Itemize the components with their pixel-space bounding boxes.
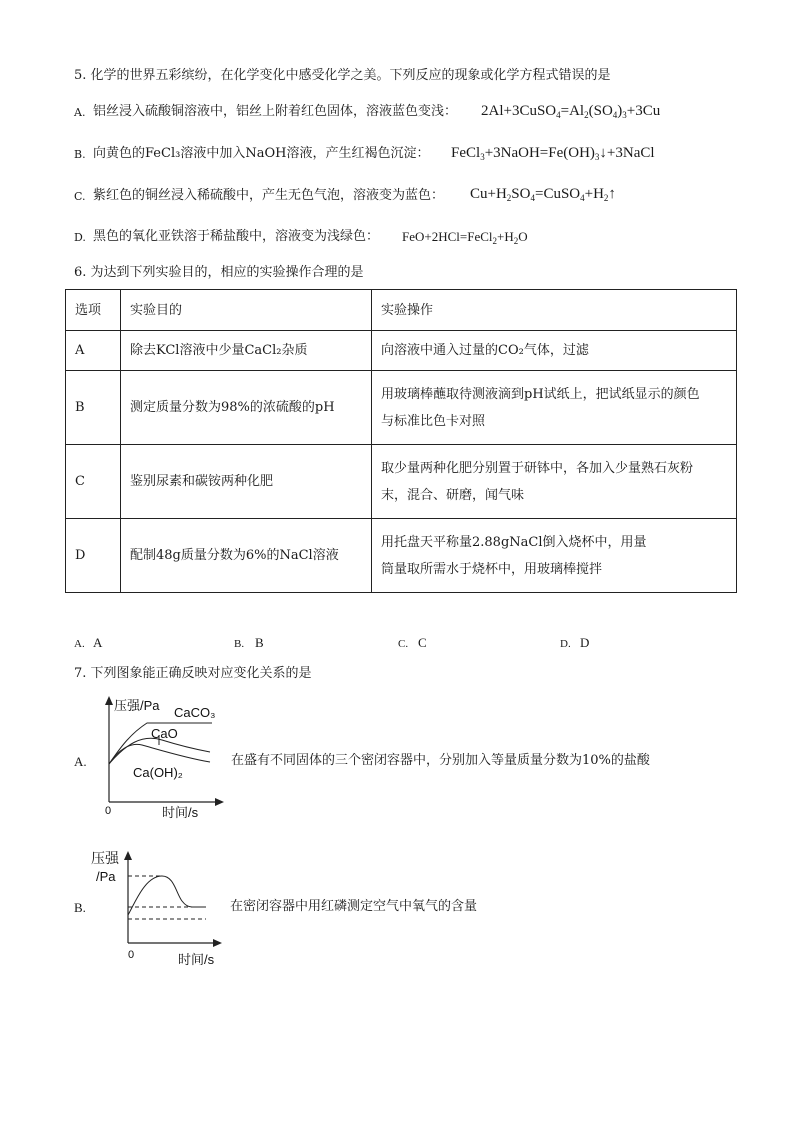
table-row	[66, 519, 737, 593]
origin-label: 0	[105, 805, 112, 817]
q6-table	[65, 289, 737, 593]
q7-option-a-text: 在盛有不同固体的三个密闭容器中，分别加入等量质量分数为10%的盐酸	[231, 753, 650, 768]
x-axis-label: 时间/s	[178, 952, 215, 967]
q6-choice-b-label: B.	[234, 638, 245, 650]
table-row	[66, 445, 737, 519]
x-axis-arrow	[215, 798, 224, 806]
q7-graph-b	[90, 843, 230, 968]
curve-caoh2	[109, 744, 210, 764]
x-axis-label: 时间/s	[162, 805, 199, 820]
row-operation: 向溶液中通入过量的CO₂气体，过滤	[372, 331, 737, 371]
row-purpose: 测定质量分数为98%的浓硫酸的pH	[121, 371, 372, 445]
q5-option-a-equation: $2Al+3CuSO_4=Al_2(SO_4)_3+3Cu$	[481, 103, 661, 120]
row-option: D	[66, 519, 121, 593]
header-option: 选项	[66, 290, 121, 331]
q6-choice-c-label: C.	[398, 638, 409, 650]
q7-graph-a	[90, 690, 230, 825]
header-purpose: 实验目的	[121, 290, 372, 331]
q5-option-a-label: A.	[74, 106, 86, 119]
q6-choice-a: A	[93, 635, 103, 650]
row-purpose: 配制48g质量分数为6%的NaCl溶液	[121, 519, 372, 593]
y-axis-arrow	[105, 696, 113, 705]
q6-choice-a-label: A.	[74, 638, 85, 650]
table-header-row	[66, 290, 737, 331]
y-axis-label: 压强/Pa	[114, 698, 160, 713]
q5-stem: 5. 化学的世界五彩缤纷，在化学变化中感受化学之美。下列反应的现象或化学方程式错误的是	[74, 68, 611, 83]
q5-option-c-equation: $Cu+H_2SO_4=CuSO_4+H_2↑$	[470, 186, 616, 203]
q5-option-c-text: 紫红色的铜丝浸入稀硫酸中，产生无色气泡，溶液变为蓝色：	[93, 188, 445, 203]
pressure-curve	[128, 876, 206, 915]
q7-option-a-label: A.	[74, 754, 87, 769]
series-label-caoh2: Ca(OH)₂	[133, 765, 183, 780]
row-option: C	[66, 445, 121, 519]
table-row	[66, 371, 737, 445]
q7-option-b-label: B.	[74, 900, 86, 915]
q5-option-a-text: 铝丝浸入硫酸铜溶液中，铝丝上附着红色固体，溶液蓝色变浅：	[93, 104, 458, 119]
x-axis-arrow	[213, 939, 222, 947]
q5-option-d-label: D.	[74, 231, 86, 244]
row-operation: 用玻璃棒蘸取待测液滴到pH试纸上，把试纸显示的颜色 与标准比色卡对照	[372, 371, 737, 445]
row-operation: 取少量两种化肥分别置于研钵中，各加入少量熟石灰粉 末，混合、研磨，闻气味	[372, 445, 737, 519]
q7-option-b-text: 在密闭容器中用红磷测定空气中氧气的含量	[230, 899, 478, 914]
q5-option-b-label: B.	[74, 148, 86, 161]
row-operation: 用托盘天平称量2.88gNaCl倒入烧杯中，用量 筒量取所需水于烧杯中，用玻璃棒搅拌	[372, 519, 737, 593]
series-label-caco3: CaCO₃	[174, 705, 216, 720]
y-axis-arrow	[124, 851, 132, 860]
q5-option-d-equation: $FeO+2HCl=FeCl_2+H_2O$	[402, 229, 528, 246]
q6-choice-d: D	[580, 635, 590, 650]
row-option: B	[66, 371, 121, 445]
q6-choice-c: C	[418, 635, 427, 650]
series-label-cao: CaO	[151, 726, 178, 741]
q6-choice-b: B	[255, 635, 264, 650]
q5-option-b-equation: $FeCl_3+3NaOH=Fe(OH)_3↓+3NaCl$	[451, 145, 655, 162]
q5-option-c-label: C.	[74, 190, 86, 203]
origin-label: 0	[128, 949, 135, 961]
table-row	[66, 331, 737, 371]
header-operation: 实验操作	[372, 290, 737, 331]
q6-stem: 6. 为达到下列实验目的，相应的实验操作合理的是	[74, 265, 364, 280]
q7-stem: 7. 下列图象能正确反映对应变化关系的是	[74, 666, 312, 681]
q6-choice-d-label: D.	[560, 638, 571, 650]
row-purpose: 鉴别尿素和碳铵两种化肥	[121, 445, 372, 519]
y-axis-label-2: /Pa	[96, 869, 116, 884]
q5-option-d-text: 黑色的氧化亚铁溶于稀盐酸中，溶液变为浅绿色：	[93, 229, 380, 244]
row-option: A	[66, 331, 121, 371]
y-axis-label-1: 压强	[91, 850, 119, 866]
q5-option-b-text: 向黄色的FeCl₃溶液中加入NaOH溶液，产生红褐色沉淀：	[93, 146, 430, 161]
row-purpose: 除去KCl溶液中少量CaCl₂杂质	[121, 331, 372, 371]
